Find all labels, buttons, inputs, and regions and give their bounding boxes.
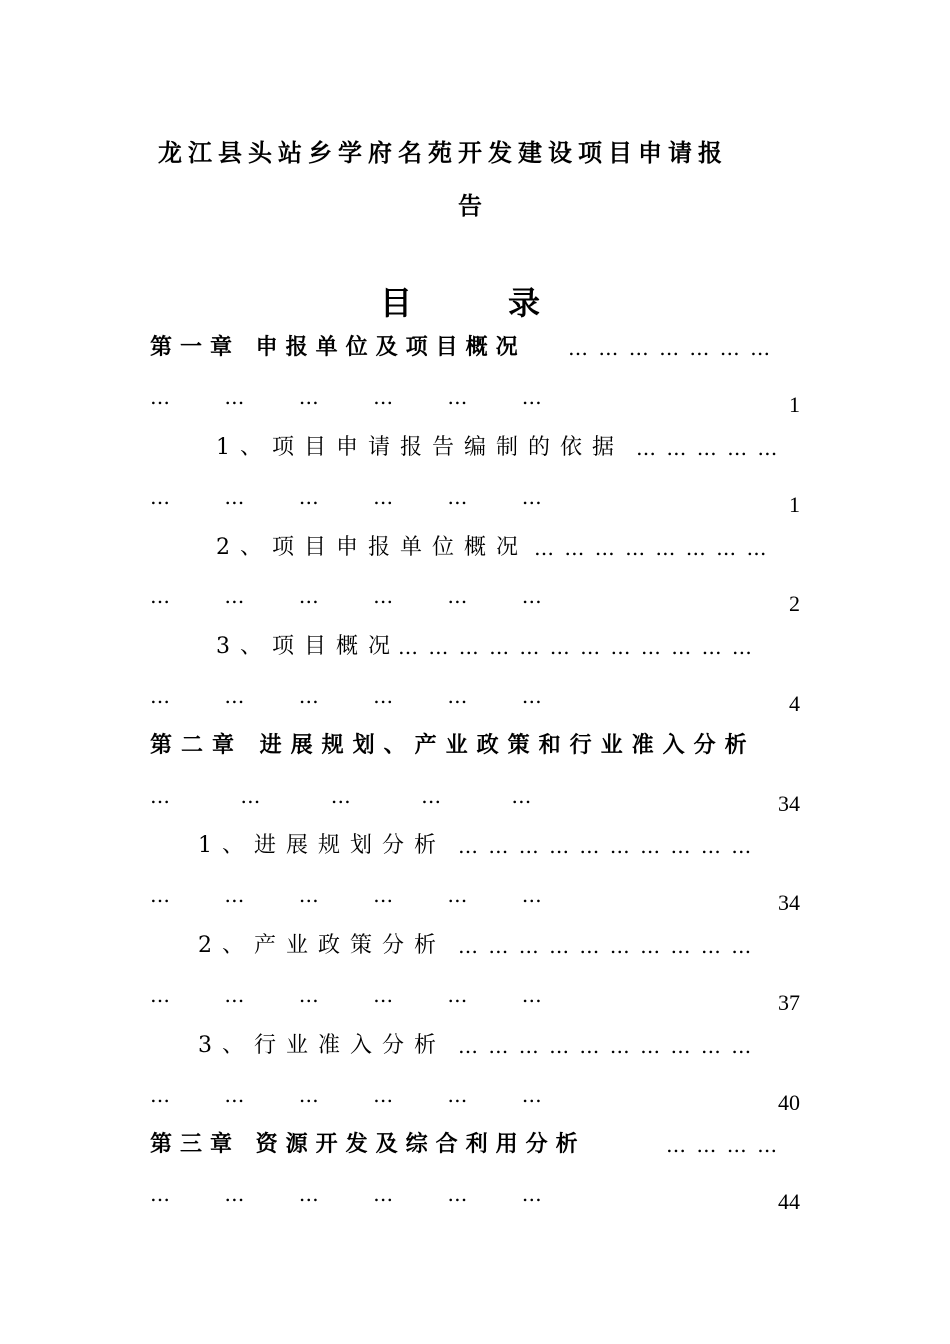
toc-entry-2-2[interactable]	[0, 931, 950, 971]
toc-leader-dots: … … … … … …	[150, 1182, 542, 1206]
toc-entry-2-1-cont	[0, 880, 950, 920]
toc-entry-text: 3、行业准入分析	[198, 1033, 446, 1058]
toc-heading	[380, 278, 540, 324]
toc-entry-text: 第三章 资源开发及综合利用分析	[150, 1132, 586, 1157]
toc-leader-dots: … … … … … …	[150, 485, 542, 509]
toc-entry-text: 3、项目概况	[216, 634, 400, 659]
toc-entry-2-3-cont	[0, 1080, 950, 1120]
toc-page-number: 34	[778, 791, 800, 816]
toc-entry-text: 第一章 申报单位及项目概况	[150, 335, 526, 360]
toc-entry-chapter-3[interactable]	[0, 1130, 950, 1170]
toc-leader-dots: … … … … … …	[150, 385, 542, 409]
toc-page-number: 4	[789, 691, 800, 716]
toc-page-number: 1	[789, 492, 800, 517]
toc-leader-dots: … … … … … …	[150, 883, 542, 907]
toc-leader-dots: … … … … … … … … … …	[458, 834, 754, 858]
toc-leader-dots: … … … … … …	[150, 983, 542, 1007]
toc-entry-1-1[interactable]	[0, 433, 950, 473]
toc-entry-2-1[interactable]	[0, 831, 950, 871]
toc-entry-chapter-2-cont	[0, 781, 950, 821]
toc-entry-2-2-cont	[0, 980, 950, 1020]
toc-entry-text: 2、项目申报单位概况	[216, 535, 528, 560]
toc-entry-text: 1、进展规划分析	[198, 833, 446, 858]
toc-entry-1-2[interactable]	[0, 533, 950, 573]
toc-entry-1-2-cont	[0, 581, 950, 621]
toc-leader-dots: … … … … … … … … … …	[458, 934, 754, 958]
toc-leader-dots: … … … … … …	[150, 584, 542, 608]
toc-entry-chapter-2[interactable]	[0, 731, 950, 771]
toc-leader-dots: … … … … … …	[150, 684, 542, 708]
toc-leader-dots: … … … …	[666, 1133, 780, 1157]
toc-heading-left: 目	[380, 284, 413, 322]
toc-leader-dots: … … … … … … … … … … … …	[398, 635, 754, 659]
toc-page-number: 37	[778, 990, 800, 1015]
toc-leader-dots: … … … … … … … …	[534, 536, 769, 560]
toc-entry-text: 2、产业政策分析	[198, 933, 446, 958]
toc-entry-chapter-3-cont	[0, 1179, 950, 1219]
toc-entry-1-3-cont	[0, 681, 950, 721]
toc-entry-1-1-cont	[0, 482, 950, 522]
toc-entry-1-3[interactable]	[0, 632, 950, 672]
toc-entry-chapter-1-cont	[0, 382, 950, 422]
document-title-line-2: 告	[458, 192, 488, 220]
toc-heading-right: 录	[508, 284, 541, 322]
document-title-line-1: 龙江县头站乡学府名苑开发建设项目申请报	[158, 139, 728, 167]
toc-entry-2-3[interactable]	[0, 1031, 950, 1071]
toc-leader-dots: … … … … …	[150, 784, 532, 808]
toc-page-number: 1	[789, 392, 800, 417]
toc-page-number: 2	[789, 591, 800, 616]
toc-entry-chapter-1[interactable]	[0, 333, 950, 373]
toc-leader-dots: … … … … … …	[150, 1083, 542, 1107]
toc-page-number: 34	[778, 890, 800, 915]
toc-entry-text: 第二章 进展规划、产业政策和行业准入分析	[150, 733, 756, 758]
toc-leader-dots: … … … … …	[636, 436, 780, 460]
toc-leader-dots: … … … … … … …	[568, 336, 773, 360]
toc-entry-text: 1、项目申请报告编制的依据	[216, 435, 624, 460]
toc-page-number: 40	[778, 1090, 800, 1115]
toc-page-number: 44	[778, 1189, 800, 1214]
toc-leader-dots: … … … … … … … … … …	[458, 1034, 754, 1058]
